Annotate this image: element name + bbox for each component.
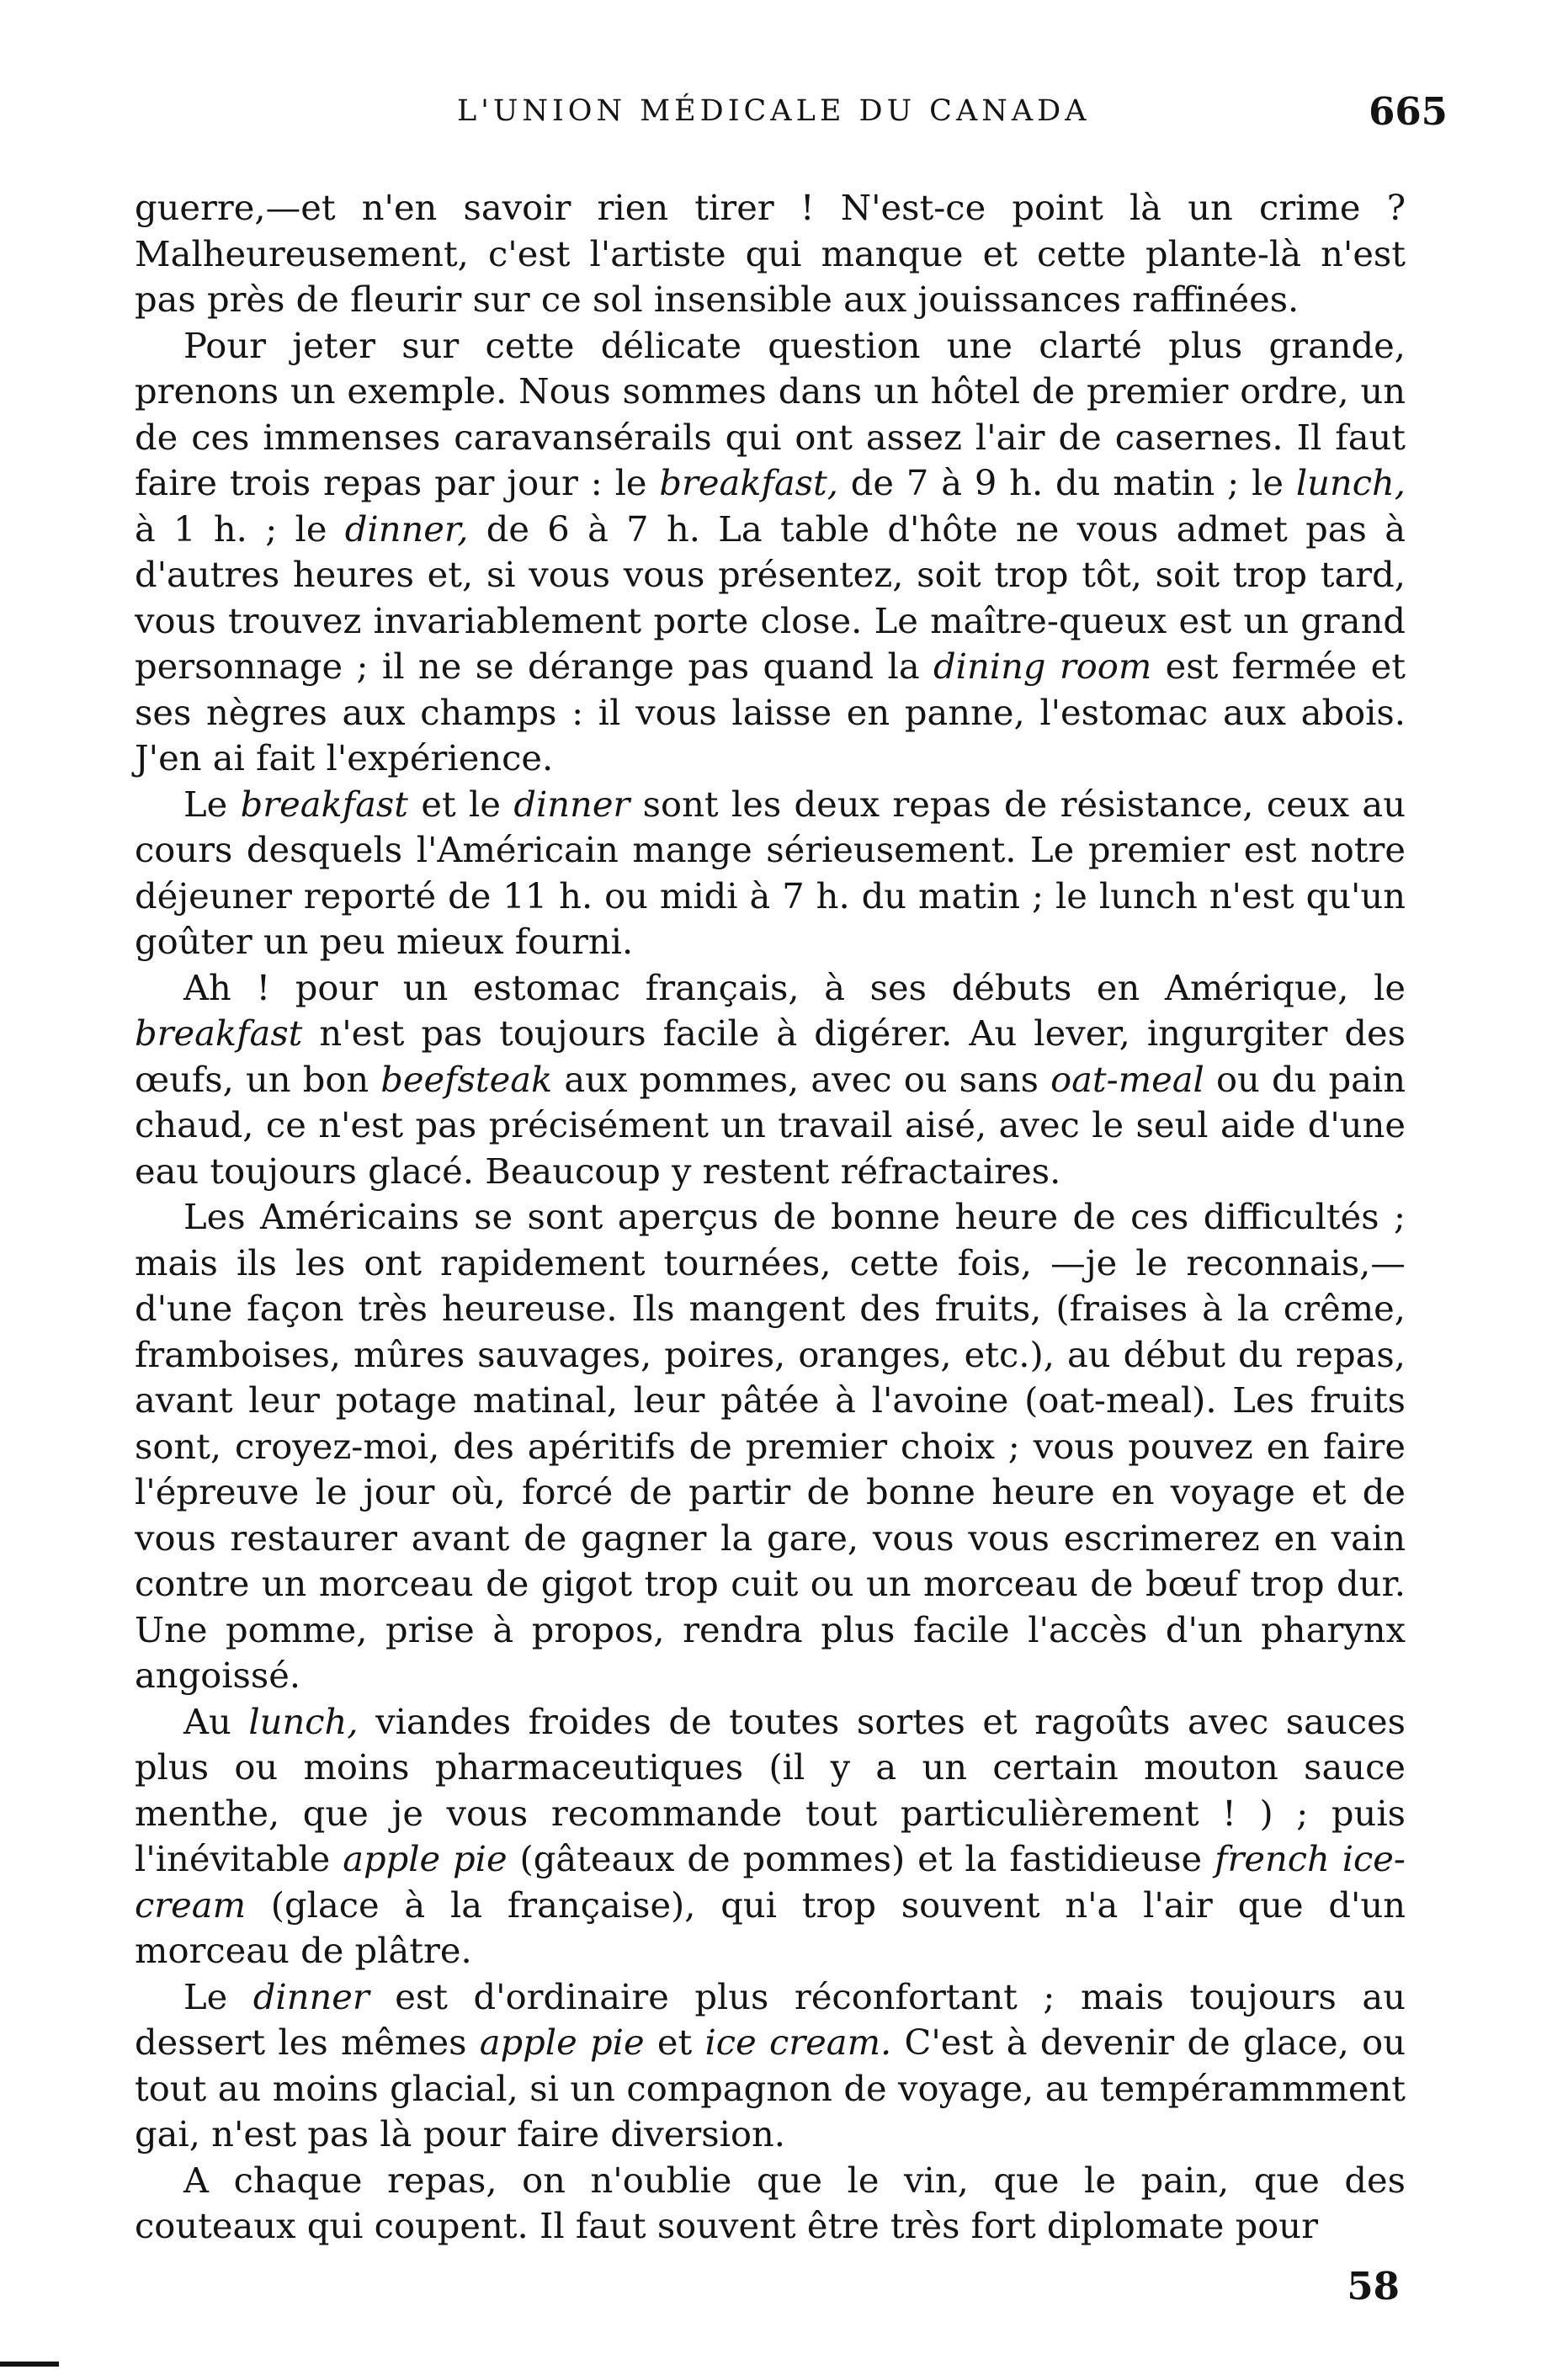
italic-term: breakfast	[240, 783, 408, 825]
paragraph	[135, 965, 1406, 1195]
text-run: guerre,—et n'en savoir rien tirer ! N'est-ce point là un crime ? Malheureusement, c'est l'artiste qui manque et cette plante-là n'est pas près de fleurir sur ce sol insensible aux jouissances raffinées.	[135, 187, 1406, 320]
italic-term: lunch,	[1295, 462, 1406, 503]
text-run: sont les deux repas de résistance, ceux au cours desquels l'Américain mange sérieusement. Le premier est notre déjeuner reporté de 11 h. ou midi à 7 h. du matin ; le lunch n'est qu'un goûter un peu mieux fourni.	[135, 783, 1406, 962]
text-run: et le	[407, 783, 514, 825]
paragraph	[135, 323, 1406, 782]
paragraph	[135, 1699, 1406, 1974]
text-run: Les Américains se sont aperçus de bonne heure de ces difficultés ; mais ils les ont rapidement tournées, cette fois, —je le reconnais,—d'une façon très heureuse. Ils mangent des fruits, (fraises à la crême, framboises, mûres sauvages, poires, oranges, etc.), au début du repas, avant leur potage matinal, leur pâtée à l'avoine (oat-meal). Les fruits sont, croyez-moi, des apéritifs de premier choix ; vous pouvez en faire l'épreuve le jour où, forcé de partir de bonne heure en voyage et de vous restaurer avant de gagner la gare, vous vous escrimerez en vain contre un morceau de gigot trop cuit ou un morceau de bœuf trop dur. Une pomme, prise à propos, rendra plus facile l'accès d'un pharynx angoissé.	[135, 1196, 1406, 1696]
paragraph	[135, 185, 1406, 323]
text-run: de 7 à 9 h. du matin ; le	[837, 462, 1296, 503]
italic-term: lunch,	[248, 1700, 359, 1742]
text-run: Ah ! pour un estomac français, à ses débuts en Amérique, le	[183, 966, 1406, 1008]
text-run: est d'ordinaire plus réconfortant ; mais toujours au dessert les mêmes	[135, 1975, 1406, 2063]
text-run: n'est pas toujours facile à digérer. Au lever, ingurgiter des œufs, un bon	[135, 1012, 1406, 1100]
italic-term: apple pie	[343, 1838, 508, 1879]
paragraph	[135, 2158, 1406, 2250]
italic-term: french ice-cream	[135, 1838, 1406, 1926]
text-run: ou du pain chaud, ce n'est pas précisément un travail aisé, avec le seul aide d'une eau toujours glacé. Beaucoup y restent réfractaires.	[135, 1058, 1406, 1192]
paragraph	[135, 782, 1406, 965]
text-run: et	[644, 2022, 705, 2063]
text-run: à 1 h. ; le	[135, 507, 345, 550]
italic-term: breakfast,	[659, 462, 838, 503]
body-text	[135, 185, 1406, 2250]
text-run: aux pommes, avec ou sans	[552, 1058, 1051, 1100]
paragraph	[135, 1974, 1406, 2158]
text-run: C'est à devenir de glace, ou tout au moins glacial, si un compagnon de voyage, au tempérammment gai, n'est pas là pour faire diversion.	[135, 2022, 1406, 2155]
text-run: Pour jeter sur cette délicate question une clarté plus grande, prenons un exemple. Nous sommes dans un hôtel de premier ordre, un de ces immenses caravansérails qui ont assez l'air de casernes. Il faut faire trois repas par jour : le	[135, 324, 1406, 503]
page-number: 665	[1369, 89, 1448, 134]
text-run: Au	[183, 1700, 249, 1742]
text-run: est fermée et ses nègres aux champs : il vous laisse en panne, l'estomac aux abois. J'en ai fait l'expérience.	[135, 646, 1406, 778]
bottom-edge-rule	[0, 2362, 59, 2367]
text-run: viandes froides de toutes sortes et ragoûts avec sauces plus ou moins pharmaceutiques (il y a un certain mouton sauce menthe, que je vous recommande tout particulièrement ! ) ; puis l'inévitable	[135, 1700, 1406, 1879]
italic-term: oat-meal	[1050, 1058, 1204, 1100]
text-run: (glace à la française), qui trop souvent n'a l'air que d'un morceau de plâtre.	[135, 1884, 1406, 1971]
text-run: Le	[183, 1975, 253, 2017]
signature-mark: 58	[1347, 2264, 1400, 2309]
italic-term: dinner	[513, 783, 630, 825]
italic-term: apple pie	[479, 2022, 645, 2063]
paragraph	[135, 1194, 1406, 1699]
italic-term: breakfast	[135, 1012, 303, 1054]
text-run: (gâteaux de pommes) et la fastidieuse	[507, 1838, 1215, 1879]
text-run: A chaque repas, on n'oublie que le vin, que le pain, que des couteaux qui coupent. Il faut souvent être très fort diplomate pour	[135, 2159, 1406, 2246]
italic-term: ice cream.	[704, 2022, 892, 2063]
text-run: Le	[183, 783, 241, 825]
italic-term: dinner	[252, 1975, 369, 2017]
journal-title: L'UNION MÉDICALE DU CANADA	[457, 94, 1091, 128]
italic-term: beefsteak	[380, 1058, 553, 1100]
running-head	[135, 89, 1448, 145]
italic-term: dining room	[933, 646, 1152, 687]
text-run: de 6 à 7 h. La table d'hôte ne vous admet pas à d'autres heures et, si vous vous présentez, soit trop tôt, soit trop tard, vous trouvez invariablement porte close. Le maître-queux est un grand personnage ; il ne se dérange pas quand la	[135, 507, 1406, 687]
italic-term: dinner,	[344, 507, 469, 550]
